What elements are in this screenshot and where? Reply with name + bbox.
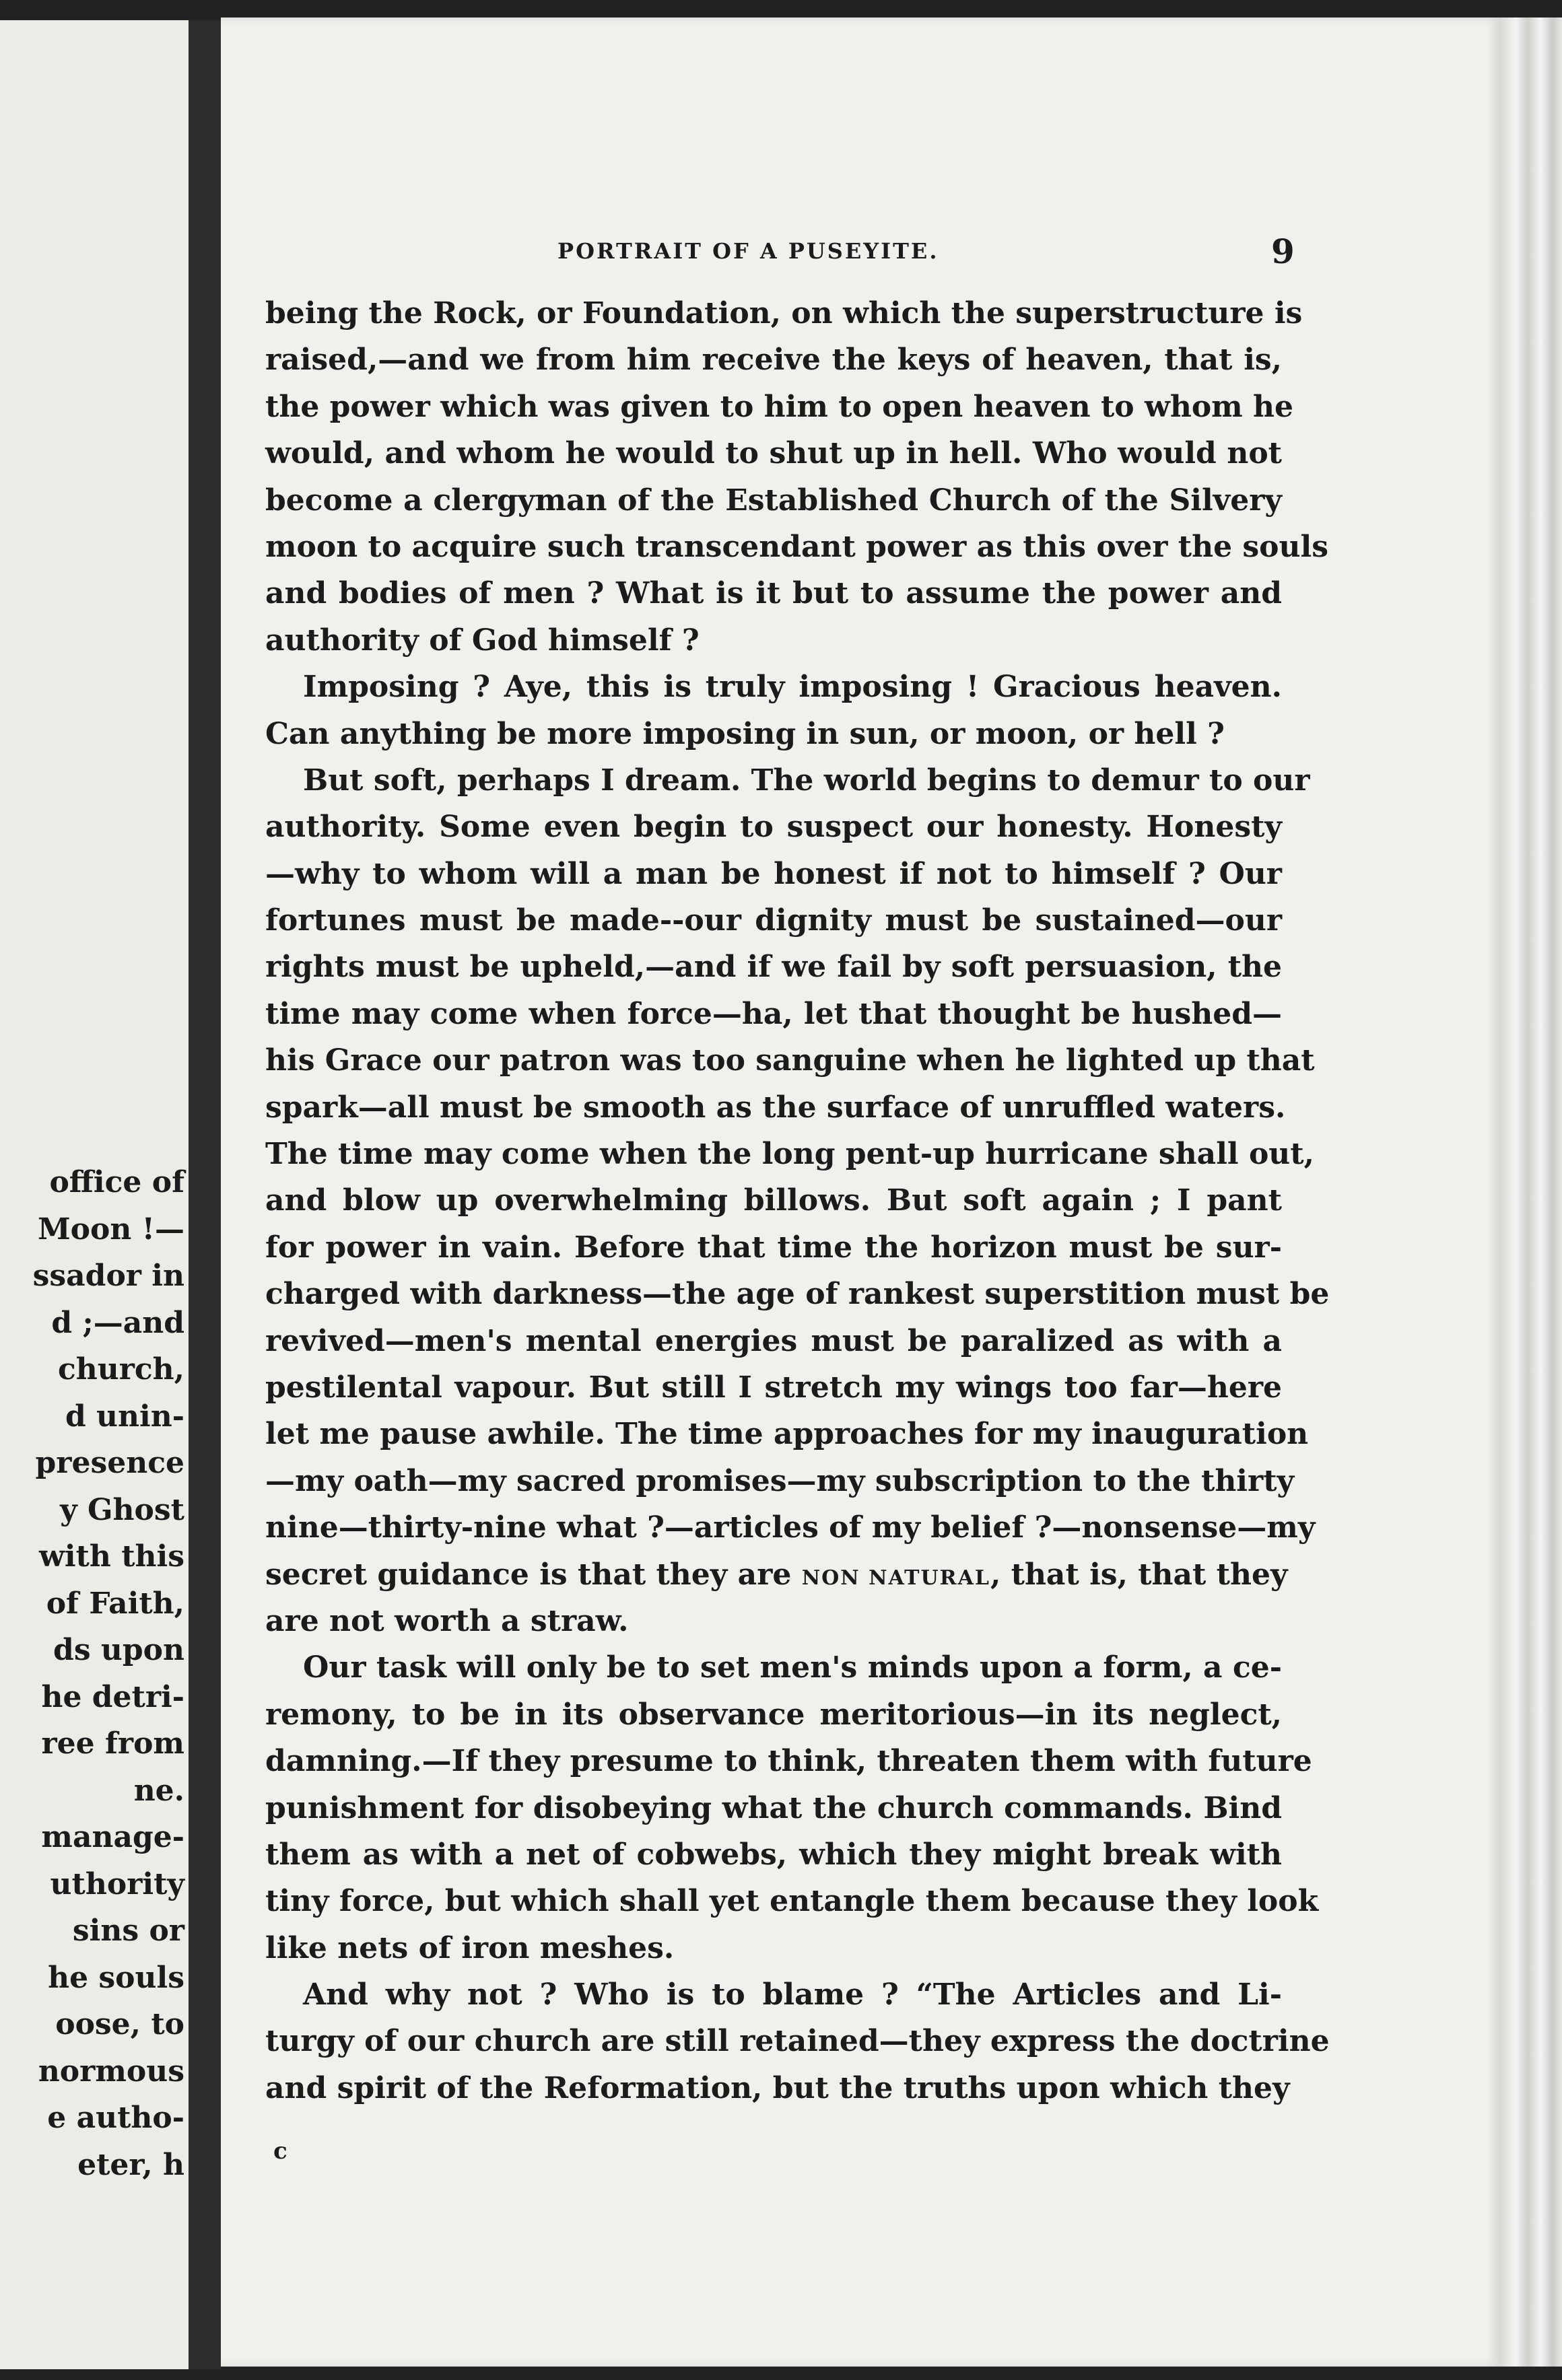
text-line: fortunes must be made--our dignity must be sustained—our — [265, 903, 1282, 938]
facing-page-line: presence — [35, 1446, 184, 1480]
text-line: charged with darkness—the age of rankest superstition must be — [265, 1277, 1330, 1312]
text-line: authority. Some even begin to suspect our honesty. Honesty — [265, 810, 1282, 845]
page-header — [221, 232, 1500, 272]
text-line: for power in vain. Before that time the horizon must be sur- — [265, 1230, 1282, 1265]
facing-page-line: with this — [38, 1539, 184, 1574]
text-line: rights must be upheld,—and if we fail by soft persuasion, the — [265, 950, 1282, 985]
text-line: pestilental vapour. But still I stretch my wings too far—here — [265, 1370, 1282, 1405]
body-text — [265, 290, 1330, 2111]
text-line: would, and whom he would to shut up in hell. Who would not — [265, 436, 1282, 471]
text-line: damning.—If they presume to think, threaten them with future — [265, 1744, 1312, 1779]
text-line: authority of God himself ? — [265, 623, 700, 658]
facing-page-line: e autho- — [47, 2101, 184, 2135]
facing-page-line: he souls — [48, 1960, 184, 1995]
facing-page-line: office of — [49, 1165, 184, 1199]
text-line: them as with a net of cobwebs, which they might break with — [265, 1837, 1282, 1872]
facing-page-line: ne. — [133, 1773, 184, 1808]
text-segment: , that is, that they — [990, 1557, 1288, 1592]
facing-page-line: uthority — [50, 1866, 184, 1901]
facing-page-line: oose, to — [55, 2007, 184, 2041]
facing-page-line: he detri- — [41, 1679, 184, 1714]
text-line: punishment for disobeying what the church commands. Bind — [265, 1790, 1282, 1825]
main-page — [221, 18, 1500, 2367]
text-line: remony, to be in its observance meritorious—in its neglect, — [265, 1697, 1282, 1732]
facing-page-line: normous — [38, 2054, 184, 2089]
text-line: are not worth a straw. — [265, 1603, 629, 1638]
text-line: turgy of our church are still retained—they express the doctrine — [265, 2024, 1330, 2059]
text-line: Imposing ? Aye, this is truly imposing ! Gracious heaven. — [303, 670, 1282, 705]
book-gutter — [189, 20, 221, 2369]
text-line: Our task will only be to set men's minds upon a form, a ce- — [303, 1650, 1282, 1685]
facing-page-text — [0, 1159, 184, 2188]
text-line: And why not ? Who is to blame ? “The Articles and Li- — [303, 1978, 1282, 2013]
facing-page-line: eter, h — [77, 2147, 184, 2182]
text-line: —why to whom will a man be honest if not to himself ? Our — [265, 856, 1282, 891]
facing-page-line: d unin- — [65, 1399, 184, 1434]
text-line: revived—men's mental energies must be paralized as with a — [265, 1323, 1282, 1358]
text-line: But soft, perhaps I dream. The world begins to demur to our — [303, 763, 1310, 798]
text-line: time may come when force—ha, let that thought be hushed— — [265, 996, 1282, 1031]
facing-page-line: sins or — [72, 1914, 184, 1948]
page-number: 9 — [1271, 232, 1295, 271]
text-line: Can anything be more imposing in sun, or moon, or hell ? — [265, 716, 1225, 751]
text-line: nine—thirty-nine what ?—articles of my belief ?—nonsense—my — [265, 1510, 1316, 1545]
text-line: become a clergyman of the Established Church of the Silvery — [265, 483, 1282, 518]
text-line: being the Rock, or Foundation, on which the superstructure is — [265, 296, 1303, 330]
text-line: let me pause awhile. The time approaches for my inauguration — [265, 1417, 1309, 1452]
text-line: the power which was given to him to open heaven to whom he — [265, 389, 1294, 424]
facing-page — [0, 20, 189, 2369]
facing-page-line: ds upon — [53, 1633, 184, 1667]
facing-page-line: ssador in — [32, 1259, 184, 1293]
text-line: and spirit of the Reformation, but the truths upon which they — [265, 2070, 1290, 2105]
text-line: spark—all must be smooth as the surface of unruffled waters. — [265, 1090, 1286, 1125]
text-line: moon to acquire such transcendant power as this over the souls — [265, 529, 1328, 564]
facing-page-line: Moon !— — [37, 1212, 184, 1247]
text-line: and bodies of men ? What is it but to assume the power and — [265, 576, 1282, 611]
text-line: The time may come when the long pent-up hurricane shall out, — [265, 1137, 1314, 1172]
facing-page-line: manage- — [41, 1820, 184, 1854]
text-line: his Grace our patron was too sanguine when he lighted up that — [265, 1043, 1315, 1078]
facing-page-line: church, — [57, 1352, 184, 1387]
small-caps-text: NON NATURAL — [801, 1566, 990, 1590]
page-edges — [1500, 18, 1562, 2367]
text-line: like nets of iron meshes. — [265, 1930, 675, 1965]
text-line: —my oath—my sacred promises—my subscription to the thirty — [265, 1463, 1295, 1498]
text-line: tiny force, but which shall yet entangle them because they look — [265, 1884, 1319, 1919]
text-segment: secret guidance is that they are — [265, 1557, 792, 1592]
signature-mark: c — [273, 2138, 287, 2165]
text-line: raised,—and we from him receive the keys of heaven, that is, — [265, 343, 1282, 378]
running-head: PORTRAIT OF A PUSEYITE. — [557, 238, 939, 264]
facing-page-line: ree from — [41, 1726, 184, 1761]
facing-page-line: d ;—and — [51, 1305, 184, 1340]
text-line — [265, 1551, 1288, 1598]
facing-page-line: y Ghost — [60, 1492, 184, 1527]
text-line: and blow up overwhelming billows. But soft again ; I pant — [265, 1183, 1282, 1218]
facing-page-line: of Faith, — [46, 1586, 184, 1621]
